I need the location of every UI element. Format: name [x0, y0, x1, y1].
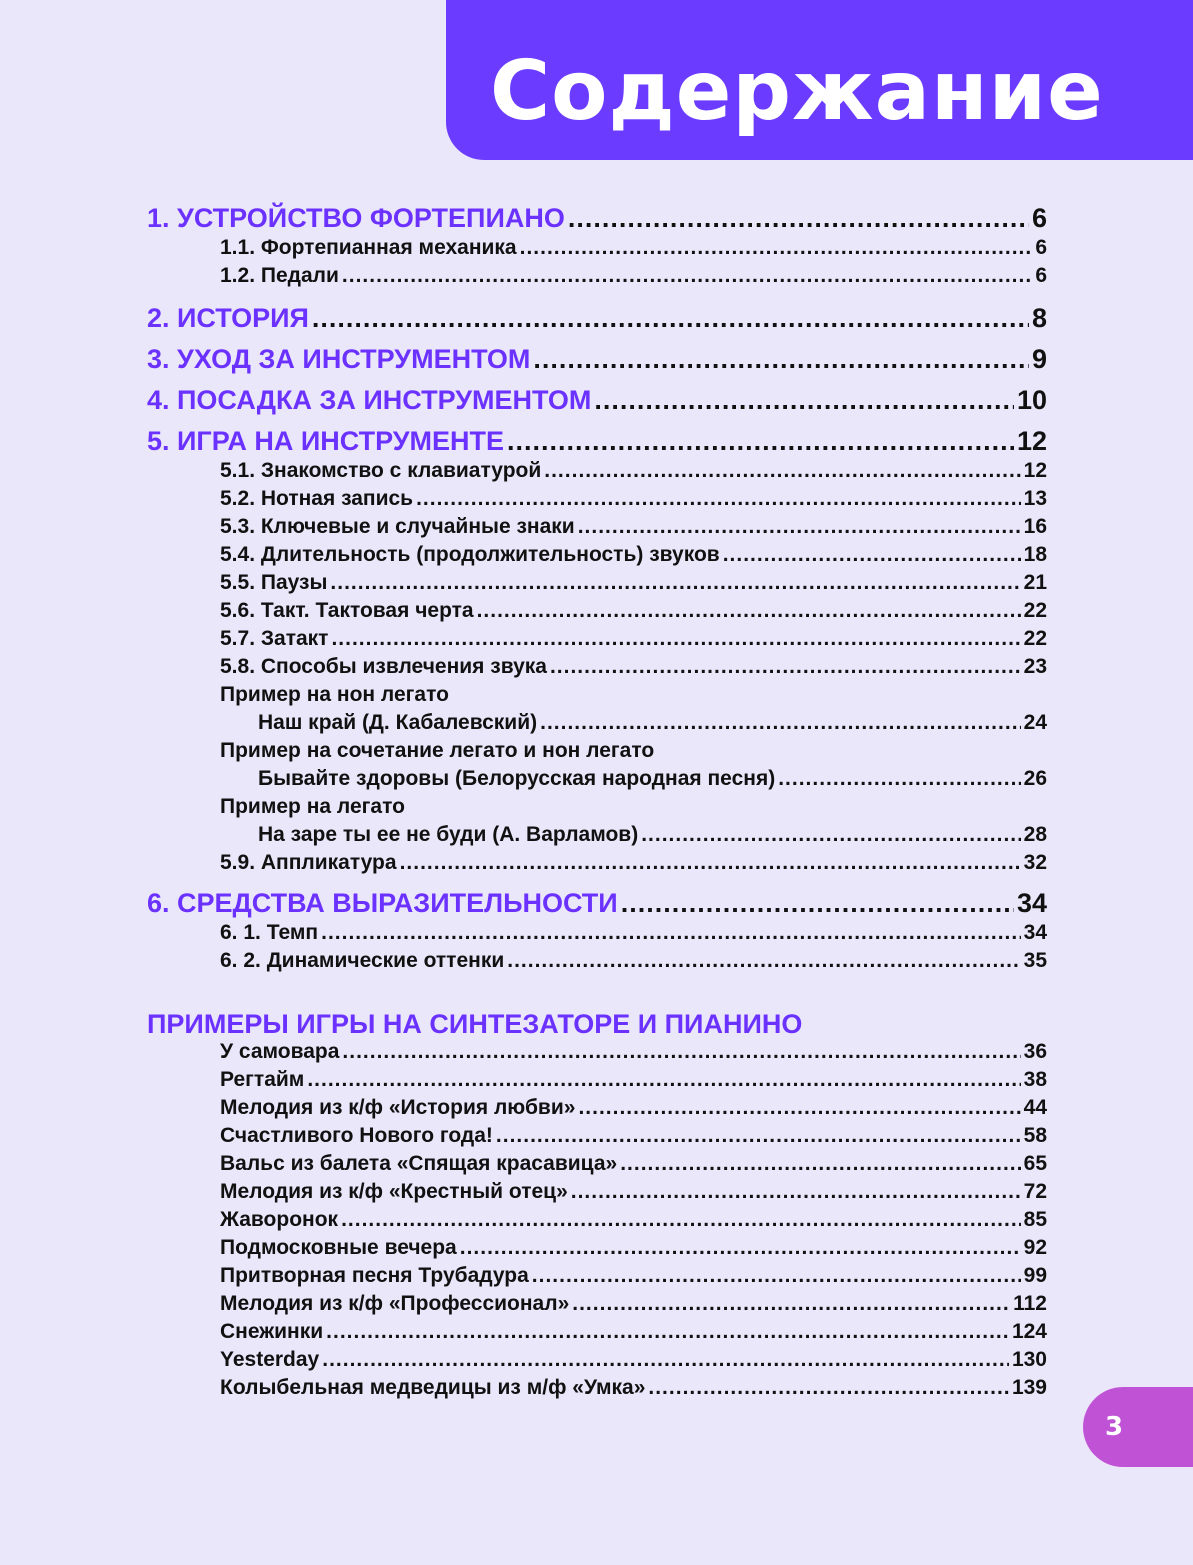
dot-leader — [533, 341, 1029, 377]
toc-chapter-2[interactable] — [147, 300, 1047, 336]
toc-entry-label: Мелодия из к/ф «Профессионал» — [220, 1292, 570, 1315]
dot-leader — [342, 1038, 1020, 1066]
toc-entry-label: 5.8. Способы извлечения звука — [220, 655, 547, 678]
toc-entry-5-4[interactable] — [220, 541, 1047, 569]
examples-item[interactable] — [220, 1094, 1047, 1122]
dot-leader — [496, 1122, 1021, 1150]
toc-entry-label: Жаворонок — [220, 1208, 339, 1231]
toc-entry-5-9[interactable] — [220, 849, 1047, 877]
toc-entry-page: 32 — [1023, 851, 1047, 874]
toc-chapter-5[interactable] — [147, 423, 1047, 459]
dot-leader — [312, 300, 1029, 336]
dot-leader — [621, 885, 1014, 921]
toc-entry-label: Мелодия из к/ф «Крестный отец» — [220, 1180, 568, 1203]
dot-leader — [331, 625, 1020, 653]
dot-leader — [477, 597, 1021, 625]
toc-entry-label: Притворная песня Трубадура — [220, 1264, 529, 1287]
dot-leader — [578, 1094, 1020, 1122]
toc-entry-label: Счастливого Нового года! — [220, 1124, 493, 1147]
toc-entry-page: 12 — [1023, 459, 1047, 482]
toc-entry-label: 1. УСТРОЙСТВО ФОРТЕПИАНО — [147, 203, 565, 233]
toc-entry-example-2[interactable] — [258, 765, 1047, 793]
toc-entry-label: 6. СРЕДСТВА ВЫРАЗИТЕЛЬНОСТИ — [147, 888, 618, 918]
toc-entry-label: Подмосковные вечера — [220, 1236, 457, 1259]
toc-entry-6-2[interactable] — [220, 947, 1047, 975]
dot-leader — [572, 1290, 1010, 1318]
toc-entry-label: Бывайте здоровы (Белорусская народная песня) — [258, 767, 776, 790]
toc-entry-5-7[interactable] — [220, 625, 1047, 653]
dot-leader — [307, 1066, 1020, 1094]
dot-leader — [507, 947, 1020, 975]
dot-leader — [620, 1150, 1020, 1178]
toc-entry-page: 28 — [1023, 823, 1047, 846]
dot-leader — [341, 1206, 1021, 1234]
toc-entry-label: Снежинки — [220, 1320, 324, 1343]
examples-item[interactable] — [220, 1346, 1047, 1374]
toc-entry-page: 13 — [1023, 487, 1047, 510]
toc-entry-5-8[interactable] — [220, 653, 1047, 681]
examples-item[interactable] — [220, 1066, 1047, 1094]
toc-entry-page: 58 — [1023, 1124, 1047, 1147]
toc-entry-page: 34 — [1016, 888, 1047, 918]
toc-entry-label: Вальс из балета «Спящая красавица» — [220, 1152, 618, 1175]
toc-entry-page: 21 — [1023, 571, 1047, 594]
dot-leader — [532, 1262, 1021, 1290]
toc-entry-label: 5.4. Длительность (продолжительность) звуков — [220, 543, 720, 566]
toc-group-label: Пример на нон легато — [220, 683, 449, 706]
examples-item[interactable] — [220, 1374, 1047, 1402]
toc-entry-label: 1.1. Фортепианная механика — [220, 236, 517, 259]
toc-entry-page: 9 — [1031, 344, 1047, 374]
toc-entry-page: 6 — [1035, 236, 1047, 259]
toc-entry-page: 130 — [1011, 1348, 1047, 1371]
dot-leader — [321, 919, 1021, 947]
toc-entry-page: 72 — [1023, 1180, 1047, 1203]
toc-entry-page: 16 — [1023, 515, 1047, 538]
dot-leader — [400, 849, 1021, 877]
toc-entry-page: 112 — [1013, 1292, 1047, 1315]
dot-leader — [778, 765, 1020, 793]
dot-leader — [648, 1374, 1009, 1402]
toc-group-label: Пример на легато — [220, 795, 405, 818]
toc-entry-label: 5.6. Такт. Тактовая черта — [220, 599, 474, 622]
dot-leader — [568, 200, 1029, 236]
page-number-badge — [1083, 1387, 1193, 1467]
examples-item[interactable] — [220, 1318, 1047, 1346]
toc-entry-page: 24 — [1023, 711, 1047, 734]
dot-leader — [326, 1318, 1009, 1346]
toc-entry-label: 5.3. Ключевые и случайные знаки — [220, 515, 575, 538]
toc-entry-5-3[interactable] — [220, 513, 1047, 541]
toc-entry-5-6[interactable] — [220, 597, 1047, 625]
dot-leader — [571, 1178, 1021, 1206]
dot-leader — [723, 541, 1021, 569]
toc-entry-page: 139 — [1011, 1376, 1047, 1399]
toc-entry-label: На заре ты ее не буди (А. Варламов) — [258, 823, 639, 846]
dot-leader — [520, 234, 1033, 262]
toc-entry-label: У самовара — [220, 1040, 340, 1063]
toc-entry-page: 6 — [1035, 264, 1047, 287]
dot-leader — [540, 709, 1021, 737]
toc-entry-label: 5.7. Затакт — [220, 627, 329, 650]
toc-entry-page: 34 — [1023, 921, 1047, 944]
toc-entry-page: 10 — [1016, 385, 1047, 415]
toc-entry-6-1[interactable] — [220, 919, 1047, 947]
toc-entry-label: Yesterday — [220, 1348, 320, 1371]
dot-leader — [342, 262, 1032, 290]
toc-entry-label: 2. ИСТОРИЯ — [147, 303, 309, 333]
dot-leader — [550, 653, 1021, 681]
toc-entry-label: Колыбельная медведицы из м/ф «Умка» — [220, 1376, 646, 1399]
toc-entry-page: 124 — [1011, 1320, 1047, 1343]
toc-entry-label: 5.5. Паузы — [220, 571, 328, 594]
toc-entry-page: 23 — [1023, 655, 1047, 678]
dot-leader — [578, 513, 1021, 541]
toc-entry-page: 99 — [1023, 1264, 1047, 1287]
toc-entry-label: Мелодия из к/ф «История любви» — [220, 1096, 576, 1119]
toc-entry-label: 5.1. Знакомство с клавиатурой — [220, 459, 542, 482]
toc-entry-page: 8 — [1031, 303, 1047, 333]
toc-group-label: Пример на сочетание легато и нон легато — [220, 739, 655, 762]
toc-entry-page: 26 — [1023, 767, 1047, 790]
toc-entry-5-1[interactable] — [220, 457, 1047, 485]
toc-entry-5-5[interactable] — [220, 569, 1047, 597]
toc-entry-page: 12 — [1016, 426, 1047, 456]
dot-leader — [330, 569, 1020, 597]
toc-entry-page: 22 — [1023, 627, 1047, 650]
dot-leader — [594, 382, 1014, 418]
toc-chapter-6[interactable] — [147, 885, 1047, 921]
dot-leader — [416, 485, 1021, 513]
examples-item[interactable] — [220, 1038, 1047, 1066]
examples-item[interactable] — [220, 1290, 1047, 1318]
toc-entry-label: 6. 2. Динамические оттенки — [220, 949, 505, 972]
toc-entry-label: Регтайм — [220, 1068, 305, 1091]
toc-entry-page: 6 — [1031, 203, 1047, 233]
dot-leader — [322, 1346, 1009, 1374]
examples-item[interactable] — [220, 1122, 1047, 1150]
toc-entry-label: 4. ПОСАДКА ЗА ИНСТРУМЕНТОМ — [147, 385, 592, 415]
toc-entry-page: 65 — [1023, 1152, 1047, 1175]
dot-leader — [544, 457, 1020, 485]
examples-item[interactable] — [220, 1150, 1047, 1178]
toc-entry-1-1[interactable] — [220, 234, 1047, 262]
toc-entry-example-3[interactable] — [258, 821, 1047, 849]
toc-entry-example-1[interactable] — [258, 709, 1047, 737]
toc-entry-label: 5. ИГРА НА ИНСТРУМЕНТЕ — [147, 426, 505, 456]
toc-entry-page: 38 — [1023, 1068, 1047, 1091]
toc-entry-label: 3. УХОД ЗА ИНСТРУМЕНТОМ — [147, 344, 531, 374]
toc-entry-label: 5.2. Нотная запись — [220, 487, 414, 510]
toc-entry-page: 44 — [1023, 1096, 1047, 1119]
toc-entry-label: 5.9. Аппликатура — [220, 851, 397, 874]
toc-entry-page: 35 — [1023, 949, 1047, 972]
toc-entry-page: 18 — [1023, 543, 1047, 566]
dot-leader — [460, 1234, 1021, 1262]
page-number: 3 — [1105, 1412, 1124, 1442]
examples-item[interactable] — [220, 1262, 1047, 1290]
page-title: Содержание — [490, 44, 1104, 139]
toc-entry-page: 92 — [1023, 1236, 1047, 1259]
examples-item[interactable] — [220, 1234, 1047, 1262]
toc-entry-page: 85 — [1023, 1208, 1047, 1231]
examples-item[interactable] — [220, 1178, 1047, 1206]
toc-chapter-4[interactable] — [147, 382, 1047, 418]
toc-entry-5-2[interactable] — [220, 485, 1047, 513]
toc-entry-label: Наш край (Д. Кабалевский) — [258, 711, 538, 734]
examples-item[interactable] — [220, 1206, 1047, 1234]
toc-entry-page: 22 — [1023, 599, 1047, 622]
toc-chapter-1[interactable] — [147, 200, 1047, 236]
toc-entry-1-2[interactable] — [220, 262, 1047, 290]
examples-heading: ПРИМЕРЫ ИГРЫ НА СИНТЕЗАТОРЕ И ПИАНИНО — [147, 1009, 803, 1039]
toc-entry-page: 36 — [1023, 1040, 1047, 1063]
toc-entry-label: 1.2. Педали — [220, 264, 339, 287]
dot-leader — [507, 423, 1014, 459]
dot-leader — [641, 821, 1020, 849]
toc-chapter-3[interactable] — [147, 341, 1047, 377]
toc-entry-label: 6. 1. Темп — [220, 921, 319, 944]
